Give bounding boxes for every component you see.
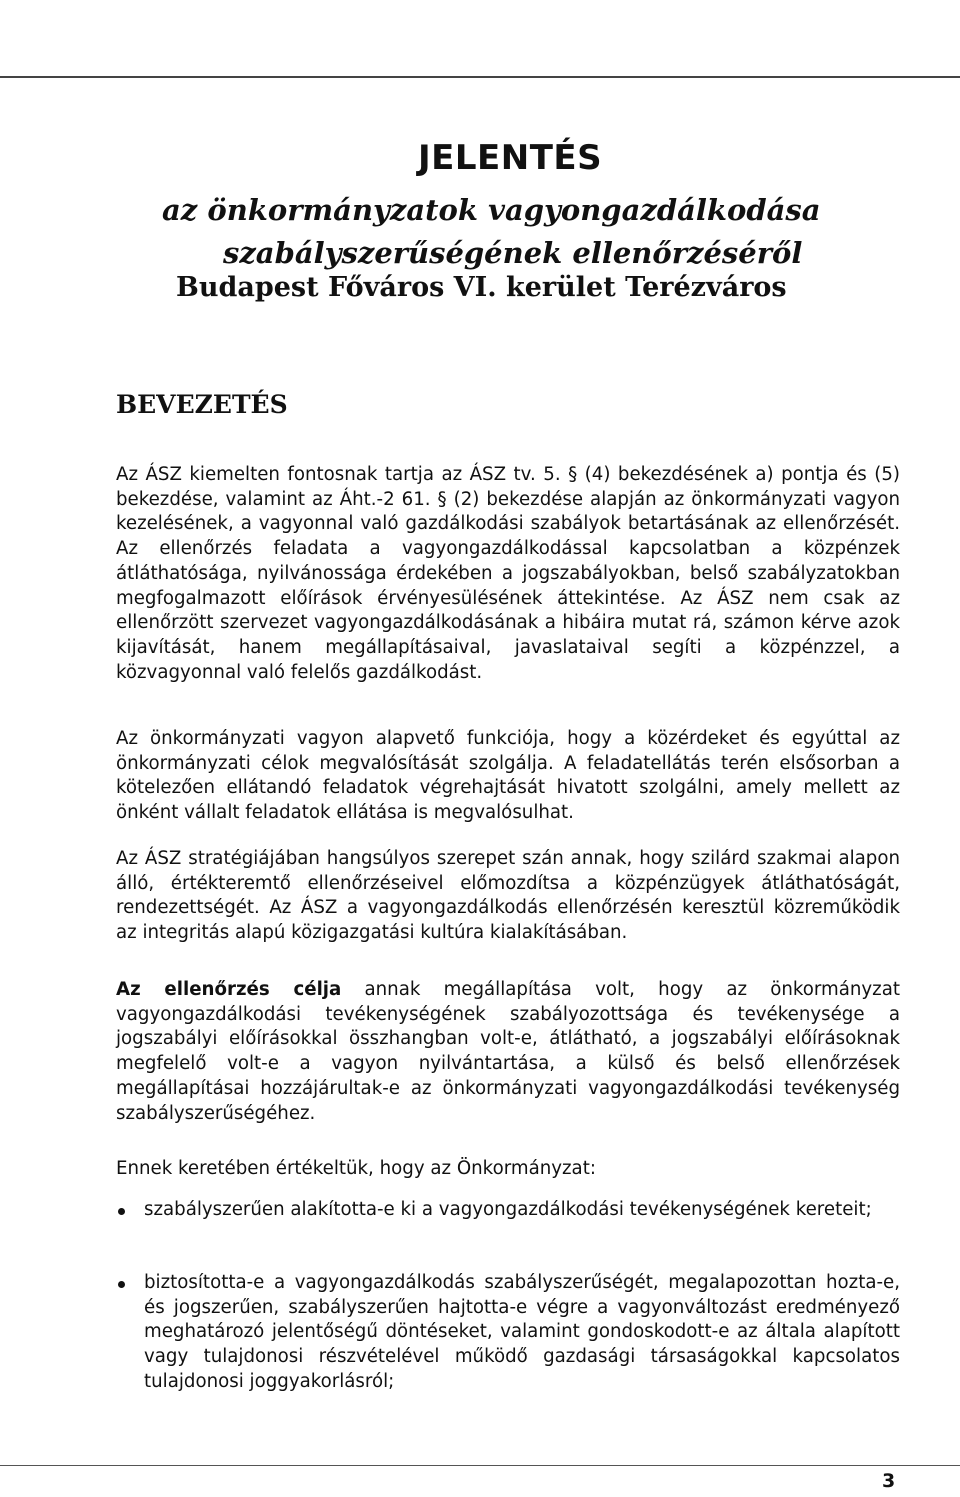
report-title: JELENTÉS	[418, 138, 603, 178]
bullet-dot-icon	[118, 1281, 125, 1288]
list-item-text: szabályszerűen alakította-e ki a vagyongazdálkodási tevékenységének kereteit;	[144, 1199, 872, 1220]
paragraph-ellenorzes-celja	[116, 978, 900, 1126]
list-item	[116, 1271, 900, 1395]
paragraph-intro: Az ÁSZ kiemelten fontosnak tartja az ÁSZ tv. 5. § (4) bekezdésének a) pontja és (5) bekezdése, valamint az Áht.-2 61. § (2) bekezdése alapján az önkormányzati vagyon kezelésének, a vagyonnal való gazdálkodási szabályok betartásának az ellenőrzését. Az ellenőrzés feladata a vagyongazdálkodással kapcsolatban a közpénzek átláthatósága, nyilvánossága érdekében a jogszabályokban, belső szabályzatokban megfogalmazott előírások érvényesülésének áttekintése. Az ÁSZ nem csak az ellenőrzött szervezet vagyongazdálkodásának a hibáira mutat rá, számon kérve azok kijavítását, hanem megállapításaival, javaslataival segíti a közpénzzel, a közvagyonnal való felelős gazdálkodást.	[116, 464, 900, 683]
bullet-dot-icon	[118, 1208, 125, 1215]
report-subtitle-line-2: szabályszerűségének ellenőrzéséről	[223, 236, 803, 270]
bullet-list-2	[116, 1271, 900, 1395]
bullet-list-1	[116, 1198, 900, 1223]
ellenorzes-celja-text: annak megállapítása volt, hogy az önkormányzat vagyongazdálkodási tevékenységének szabályozottsága és tevékenysége a jogszabályi előírásokkal összhangban volt-e, átlátható, a jogszabályi előírásoknak megfelelő volt-e a vagyon nyilvántartása, a külső és belső ellenőrzések megállapításai hozzájárultak-e az önkormányzati vagyongazdálkodási tevékenység szabályszerűségéhez.	[116, 979, 901, 1124]
paragraph-strategia: Az ÁSZ stratégiájában hangsúlyos szerepet szán annak, hogy szilárd szakmai alapon álló, értékteremtő ellenőrzéseivel előmozdítsa a közpénzügyek átláthatóságát, rendezettségét. Az ÁSZ a vagyongazdálkodás ellenőrzésén keresztül közreműködik az integritás alapú közigazgatási kultúra kialakításában.	[116, 848, 900, 944]
list-item-text: biztosította-e a vagyongazdálkodás szabályszerűségét, megalapozottan hozta-e, és jogszerűen, szabályszerűen hajtotta-e végre a vagyonváltozást eredményező meghatározó jelentőségű döntéseket, valamint gondoskodott-e az általa alapított vagy tulajdonosi részvételével működő gazdasági társaságokkal kapcsolatos tulajdonosi joggyakorlásról;	[144, 1272, 900, 1392]
bottom-rule	[0, 1465, 960, 1466]
top-rule	[0, 76, 960, 78]
page-number: 3	[882, 1470, 896, 1492]
section-heading: BEVEZETÉS	[116, 390, 288, 419]
paragraph-ertekeles: Ennek keretében értékeltük, hogy az Önkormányzat:	[116, 1158, 596, 1179]
ellenorzes-celja-lead: Az ellenőrzés célja	[116, 979, 342, 1000]
list-item	[116, 1198, 900, 1223]
paragraph-vagyon-funkcio: Az önkormányzati vagyon alapvető funkciója, hogy a közérdeket és egyúttal az önkormányzati célok megvalósítását szolgálja. A feladatellátás terén elsősorban a kötelezően ellátandó feladatok végrehajtását hivatott szolgálni, amely mellett az önként vállalt feladatok ellátása is megvalósulhat.	[116, 728, 900, 824]
report-subtitle-line-3: Budapest Főváros VI. kerület Terézváros	[176, 272, 787, 303]
report-subtitle-line-1: az önkormányzatok vagyongazdálkodása	[162, 193, 821, 227]
